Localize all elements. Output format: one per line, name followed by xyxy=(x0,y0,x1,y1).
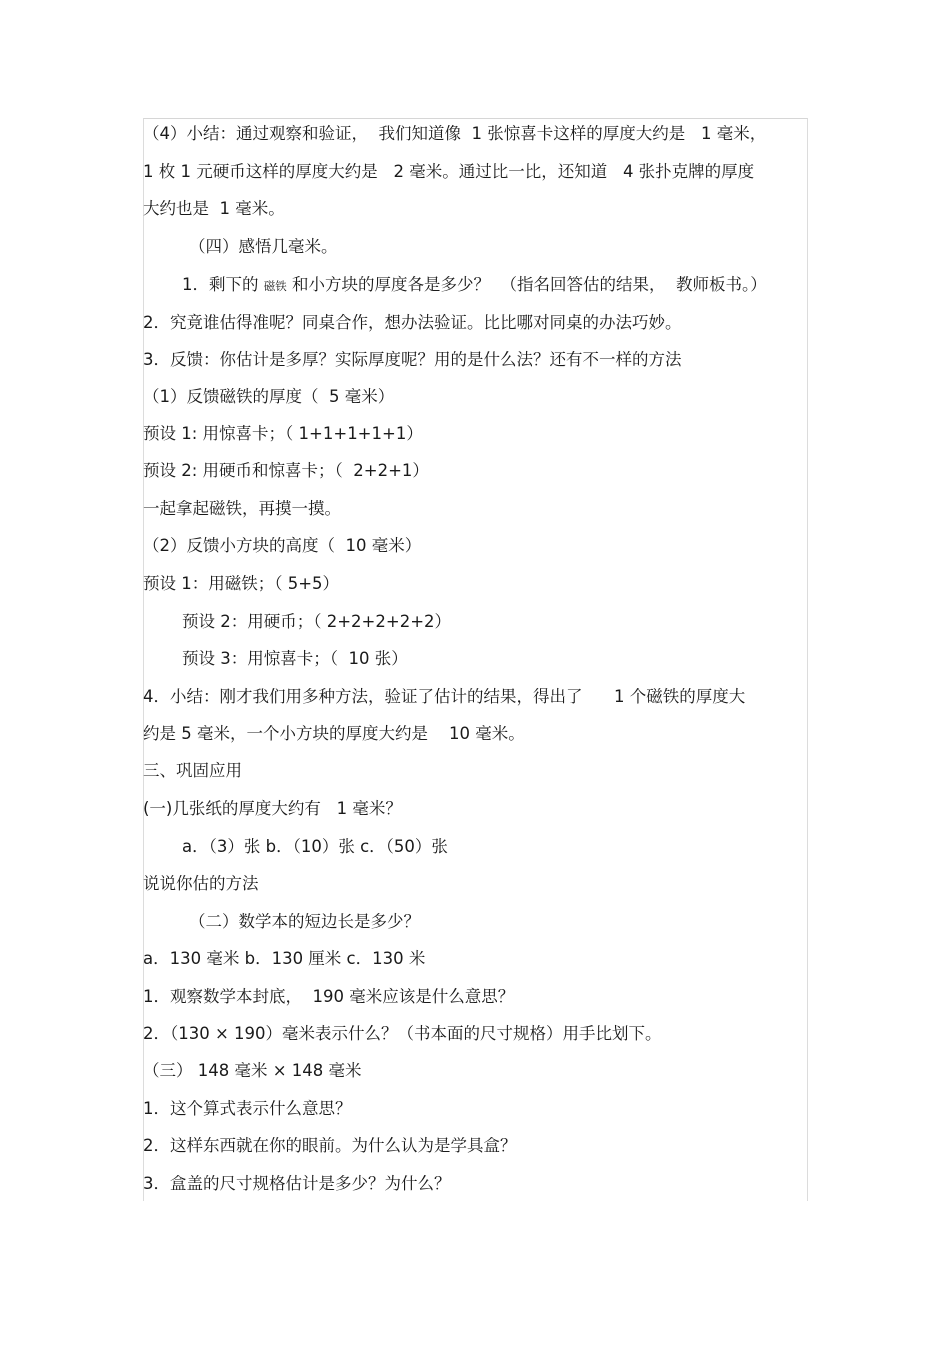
exercise-1-options: a．（3）张 b．（10）张 c．（50）张 xyxy=(182,837,448,856)
preset-2a: 预设 2: 用硬币和惊喜卡；（ 2+2+1） xyxy=(143,461,429,480)
exercise-1: (一)几张纸的厚度大约有 1 毫米？ xyxy=(143,799,402,818)
summary-4-line-2: 约是 5 毫米，一个小方块的厚度大约是 10 毫米。 xyxy=(143,724,525,743)
exercise-3-q2: 2．这样东西就在你的眼前。为什么认为是学具盒？ xyxy=(143,1136,517,1155)
section-heading-3: 三、巩固应用 xyxy=(143,761,242,780)
summary-4-line-1: 4．小结：刚才我们用多种方法，验证了估计的结果，得出了 1 个磁铁的厚度大 xyxy=(143,687,746,706)
exercise-2: （二）数学本的短边长是多少？ xyxy=(189,912,420,931)
exercise-3-q1: 1．这个算式表示什么意思？ xyxy=(143,1099,352,1118)
feedback-2: （2）反馈小方块的高度（ 10 毫米） xyxy=(143,536,422,555)
exercise-2-q1: 1．观察数学本封底， 190 毫米应该是什么意思？ xyxy=(143,987,515,1006)
question-1-pre: 1．剩下的 xyxy=(182,275,264,294)
exercise-2-q2: 2．（130 × 190）毫米表示什么？（书本面的尺寸规格）用手比划下。 xyxy=(143,1024,662,1043)
preset-1b: 预设 1：用磁铁；（ 5+5） xyxy=(143,574,340,593)
feedback-1: （1）反馈磁铁的厚度（ 5 毫米） xyxy=(143,387,395,406)
section-heading-4: （四）感悟几毫米。 xyxy=(189,237,338,256)
question-2: 2．究竟谁估得准呢？同桌合作，想办法验证。比比哪对同桌的办法巧妙。 xyxy=(143,313,682,332)
question-1-post: 和小方块的厚度各是多少？ （指名回答估的结果， 教师板书。） xyxy=(286,275,767,294)
exercise-1-note: 说说你估的方法 xyxy=(143,874,259,893)
question-1 xyxy=(182,274,767,297)
question-1-small: 磁铁 xyxy=(263,279,287,293)
summary-line-1: （4）小结：通过观察和验证， 我们知道像 1 张惊喜卡这样的厚度大约是 1 毫米， xyxy=(143,124,767,143)
question-3: 3．反馈：你估计是多厚？实际厚度呢？用的是什么法？还有不一样的方法 xyxy=(143,350,682,369)
action-line: 一起拿起磁铁，再摸一摸。 xyxy=(143,499,341,518)
exercise-3-q3: 3．盒盖的尺寸规格估计是多少？为什么？ xyxy=(143,1174,451,1193)
exercise-3: （三） 148 毫米 × 148 毫米 xyxy=(143,1061,362,1080)
preset-2b: 预设 2：用硬币；（ 2+2+2+2+2） xyxy=(182,612,452,631)
summary-line-3: 大约也是 1 毫米。 xyxy=(143,199,285,218)
exercise-2-options: a．130 毫米 b．130 厘米 c．130 米 xyxy=(143,949,426,968)
summary-line-2: 1 枚 1 元硬币这样的厚度大约是 2 毫米。通过比一比，还知道 4 张扑克牌的厚度 xyxy=(143,162,755,181)
preset-1a: 预设 1: 用惊喜卡；（ 1+1+1+1+1） xyxy=(143,424,423,443)
preset-3b: 预设 3：用惊喜卡；（ 10 张） xyxy=(182,649,408,668)
